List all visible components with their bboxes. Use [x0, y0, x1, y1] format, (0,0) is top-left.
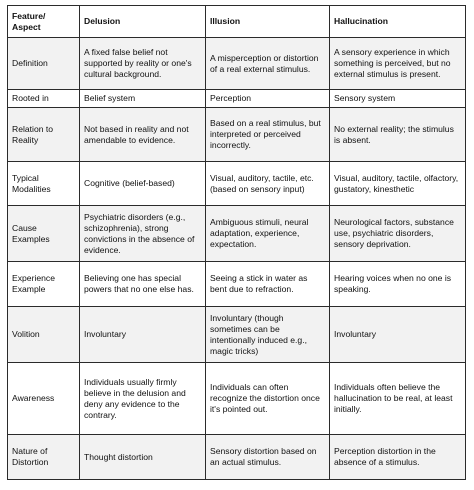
table-row	[8, 162, 466, 206]
illusion-cell: A misperception or distortion of a real external stimulus.	[206, 38, 330, 90]
header-row	[8, 6, 466, 38]
table-row	[8, 307, 466, 363]
illusion-cell: Perception	[206, 90, 330, 108]
illusion-cell: Visual, auditory, tactile, etc. (based on sensory input)	[206, 162, 330, 206]
table-row	[8, 435, 466, 480]
table-row	[8, 90, 466, 108]
table-row	[8, 108, 466, 162]
hallucination-cell: A sensory experience in which something is perceived, but no external stimulus is present.	[330, 38, 466, 90]
illusion-cell: Seeing a stick in water as bent due to refraction.	[206, 262, 330, 307]
illusion-cell: Ambiguous stimuli, neural adaptation, experience, expectation.	[206, 206, 330, 262]
comparison-table	[7, 5, 466, 480]
delusion-cell: Belief system	[80, 90, 206, 108]
delusion-cell: Thought distortion	[80, 435, 206, 480]
table-row	[8, 38, 466, 90]
delusion-cell: Psychiatric disorders (e.g., schizophrenia), strong convictions in the absence of evidence.	[80, 206, 206, 262]
feature-cell: Rooted in	[8, 90, 80, 108]
illusion-cell: Individuals can often recognize the distortion once it's pointed out.	[206, 363, 330, 435]
delusion-cell: Believing one has special powers that no one else has.	[80, 262, 206, 307]
hallucination-cell: Individuals often believe the hallucination to be real, at least initially.	[330, 363, 466, 435]
table-row	[8, 206, 466, 262]
feature-cell: Definition	[8, 38, 80, 90]
illusion-cell: Involuntary (though sometimes can be intentionally induced e.g., magic tricks)	[206, 307, 330, 363]
delusion-cell: Cognitive (belief-based)	[80, 162, 206, 206]
feature-cell: Relation to Reality	[8, 108, 80, 162]
feature-cell: Experience Example	[8, 262, 80, 307]
hallucination-cell: Hearing voices when no one is speaking.	[330, 262, 466, 307]
illusion-cell: Sensory distortion based on an actual stimulus.	[206, 435, 330, 480]
hallucination-cell: Sensory system	[330, 90, 466, 108]
header-delusion: Delusion	[80, 6, 206, 38]
delusion-cell: A fixed false belief not supported by reality or one's cultural background.	[80, 38, 206, 90]
illusion-cell: Based on a real stimulus, but interpreted or perceived incorrectly.	[206, 108, 330, 162]
hallucination-cell: No external reality; the stimulus is absent.	[330, 108, 466, 162]
feature-cell: Nature of Distortion	[8, 435, 80, 480]
header-illusion: Illusion	[206, 6, 330, 38]
header-feature: Feature/ Aspect	[8, 6, 80, 38]
hallucination-cell: Involuntary	[330, 307, 466, 363]
table-row	[8, 363, 466, 435]
hallucination-cell: Neurological factors, substance use, psychiatric disorders, sensory deprivation.	[330, 206, 466, 262]
table-row	[8, 262, 466, 307]
delusion-cell: Individuals usually firmly believe in the delusion and deny any evidence to the contrary.	[80, 363, 206, 435]
delusion-cell: Involuntary	[80, 307, 206, 363]
hallucination-cell: Perception distortion in the absence of a stimulus.	[330, 435, 466, 480]
header-hallucination: Hallucination	[330, 6, 466, 38]
feature-cell: Volition	[8, 307, 80, 363]
feature-cell: Cause Examples	[8, 206, 80, 262]
feature-cell: Awareness	[8, 363, 80, 435]
feature-cell: Typical Modalities	[8, 162, 80, 206]
delusion-cell: Not based in reality and not amendable to evidence.	[80, 108, 206, 162]
hallucination-cell: Visual, auditory, tactile, olfactory, gustatory, kinesthetic	[330, 162, 466, 206]
